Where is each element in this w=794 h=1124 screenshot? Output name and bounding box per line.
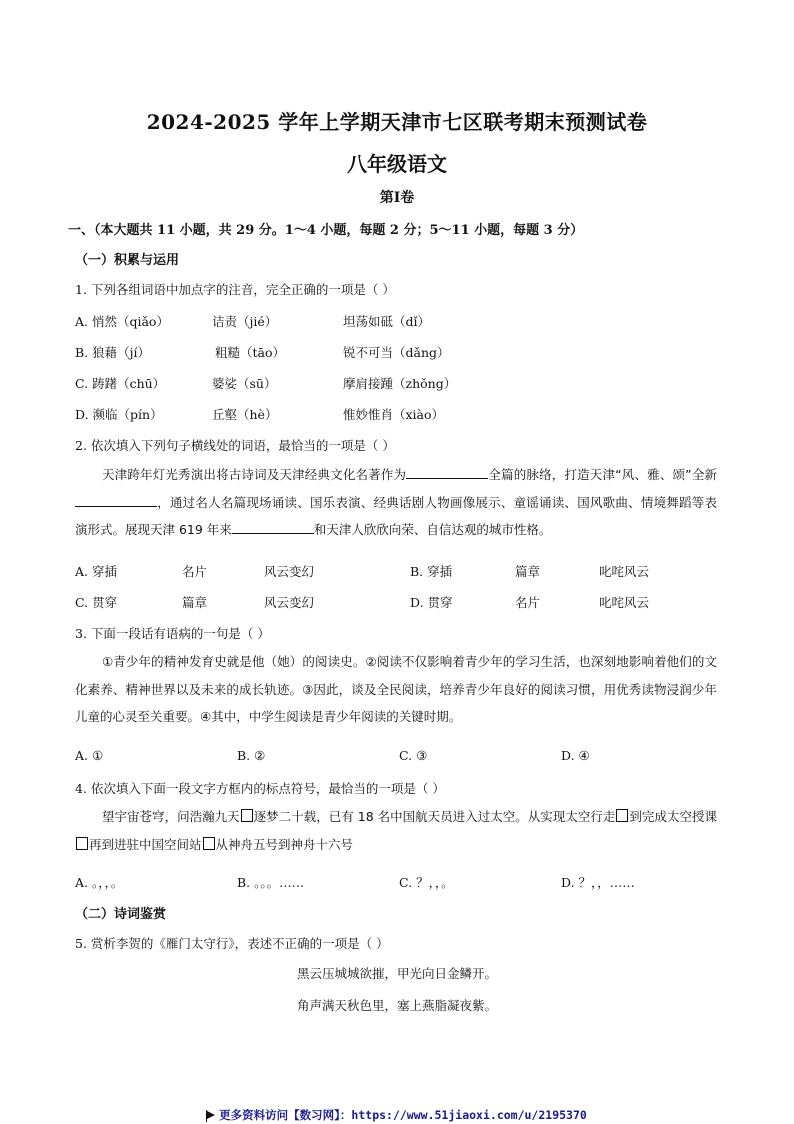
punctuation-box-1 bbox=[241, 809, 253, 822]
answer-blank-1 bbox=[406, 464, 488, 479]
section-heading: 一、（本大题共 11 小题，共 29 分。1～4 小题，每题 2 分；5～11 小题，每题 3 分） bbox=[68, 223, 584, 238]
question-2-options-ab: A. 穿插 名片 风云变幻 B. 穿插 篇章 叱咤风云 bbox=[75, 564, 650, 579]
question-3-options: A. ① B. ② C. ③ D. ④ bbox=[75, 748, 590, 763]
question-5-stem: 5. 赏析李贺的《雁门太守行》，表述不正确的一项是（ ） bbox=[75, 936, 389, 951]
part-heading-2: （二）诗词鉴赏 bbox=[75, 907, 167, 922]
answer-blank-3 bbox=[232, 519, 314, 534]
question-1-option-d: D. 濒临（pín） 丘壑（hè） 惟妙惟肖（xiào） bbox=[75, 407, 445, 422]
exam-volume: 第Ⅰ卷 bbox=[379, 190, 415, 206]
exam-subject: 八年级语文 bbox=[347, 152, 447, 176]
punctuation-box-3 bbox=[76, 837, 88, 850]
question-1-stem: 1. 下列各组词语中加点字的注音，完全正确的一项是（ ） bbox=[75, 282, 395, 297]
footer-link[interactable] bbox=[0, 1107, 794, 1123]
question-3-stem: 3. 下面一段话有语病的一句是（ ） bbox=[75, 626, 270, 641]
flag-icon bbox=[207, 1111, 215, 1119]
part-heading-1: （一）积累与运用 bbox=[75, 253, 180, 268]
punctuation-box-4 bbox=[203, 837, 215, 850]
poem-line-2: 角声满天秋色里，塞上燕脂凝夜紫。 bbox=[296, 998, 497, 1013]
footer-text: 更多资料访问【数习网】：https://www.51jiaoxi.com/u/2195370 bbox=[219, 1108, 587, 1122]
question-4-options: A. 。，，。 B. 。。。…… C. ？，，。 D. ？，，…… bbox=[75, 875, 635, 890]
question-2-options-cd: C. 贯穿 篇章 风云变幻 D. 贯穿 名片 叱咤风云 bbox=[75, 595, 650, 610]
question-1-option-a: A. 悄然（qiǎo） 诘责（jié） 坦荡如砥（dǐ） bbox=[75, 314, 430, 329]
question-2-stem: 2. 依次填入下列句子横线处的词语，最恰当的一项是（ ） bbox=[75, 438, 395, 453]
exam-title: 2024-2025 学年上学期天津市七区联考期末预测试卷 bbox=[146, 110, 648, 134]
question-3-passage: ①青少年的精神发育史就是他（她）的阅读史。②阅读不仅影响着青少年的学习生活，也深刻地影响着他们的文化素养、精神世界以及未来的成长轨迹。③因此，谈及全民阅读，培养青少年良好的阅读习惯，用优秀读物浸润少年儿童的心灵至关重要。④其中，中学生阅读是青少年阅读的关键时期。 bbox=[75, 654, 717, 724]
question-1-option-b: B. 狼藉（jí） 粗糙（tāo） 锐不可当（dǎng） bbox=[75, 345, 450, 360]
question-4-stem: 4. 依次填入下面一段文字方框内的标点符号，最恰当的一项是（ ） bbox=[75, 781, 445, 796]
poem-line-1: 黑云压城城欲摧，甲光向日金鳞开。 bbox=[296, 966, 497, 981]
question-2-passage: 天津跨年灯光秀演出将古诗词及天津经典文化名著作为 全篇的脉络，打造天津“风、雅、颂”全新，通过名人名篇现场诵读、国乐表演、经典话剧人物画像展示、童谣诵读、国风歌曲、情境舞蹈等表演形式。展现天津 619 年来 和天津人欣欣向荣、自信达观的城市性格。 bbox=[75, 461, 717, 544]
punctuation-box-2 bbox=[616, 809, 628, 822]
question-4-passage: 望宇宙苍穹，问浩瀚九天 逐梦二十载，已有 18 名中国航天员进入过太空。从实现太空行走 到完成太空授课再到进驻中国空间站 从神舟五号到神舟十六号 bbox=[75, 803, 717, 858]
question-1-option-c: C. 踌躇（chū） 婆娑（sū） 摩肩接踵（zhǒng） bbox=[75, 376, 457, 391]
answer-blank-2 bbox=[75, 492, 157, 507]
